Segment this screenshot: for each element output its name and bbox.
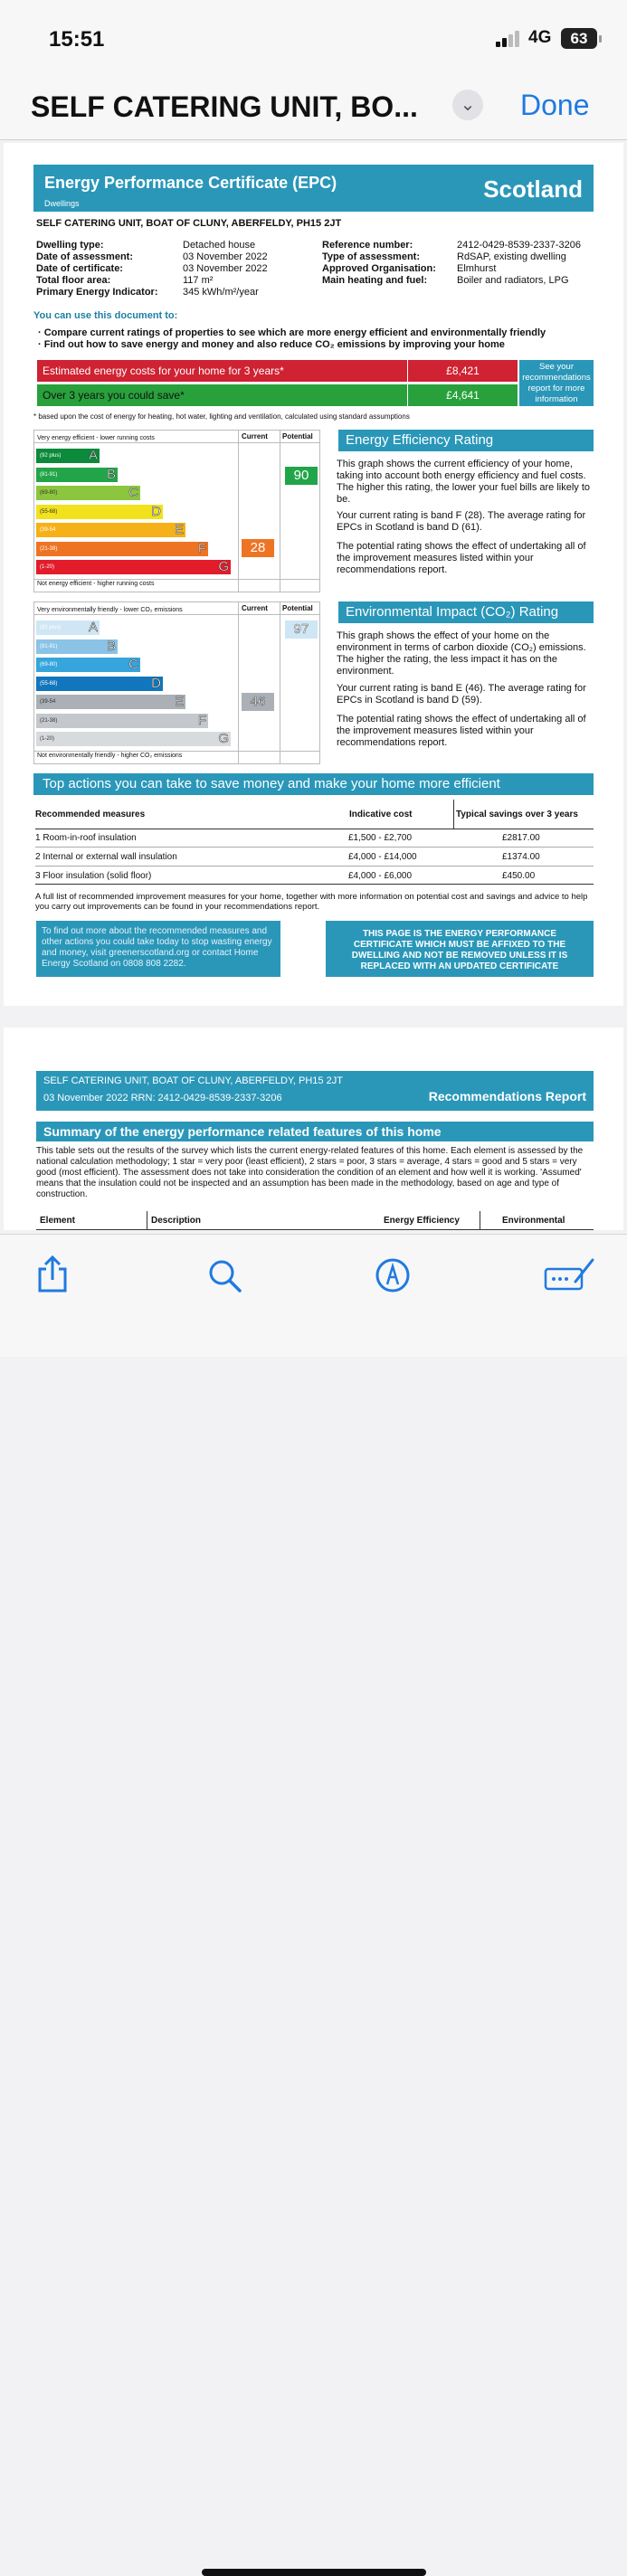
ei-band-c: (69-80) C [36,658,140,672]
ei-heading: Environmental Impact (CO₂) Rating [338,601,594,623]
ei-band-e: (39-54 E [36,695,185,709]
info-box: To find out more about the recommended measures and other actions you could take today to stop wasting energy and money, visit greenerscotland.org or contact Home Energy Scotland on 0808 808 2282. [36,921,280,977]
ei-paragraph-3: The potential rating shows the effect of undertaking all of the improvement measures listed within your recommendations report. [337,714,586,748]
summary-text: This table sets out the results of the survey which lists the current energy-related features of this home. Each element is assessed by the national calculation methodology; 1 star = very poor (least efficient), 2 stars = poor, 3 stars = average, 4 stars = good and 5 stars = very good (most efficient). The assessment does not take into consideration the condition of an element and how well it is working. 'Assumed' means that the insulation could not be inspected and an assumption has been made in the methodology, based on age and type of construction. [36,1146,584,1199]
details-right-values: 2412-0429-8539-2337-3206 RdSAP, existing dwelling Elmhurst Boiler and radiators, LPG [457,240,582,286]
home-indicator [202,2569,426,2576]
epc-subtitle: Dwellings [44,199,80,208]
ei-band-f: (21-38) F [36,714,208,728]
ei-band-d: (55-68) D [36,677,163,691]
ee-band-d: (55-68) D [36,505,163,519]
region-label: Scotland [483,175,583,203]
epc-page: Energy Performance Certificate (EPC) Dwellings Scotland SELF CATERING UNIT, BOAT OF CLUNY, ABERFELDY, PH15 2JT Dwelling type: Date of assessment: Date of certificate: Total floor area: Primary Energy Indicator: Detached house 03 November 2022 03 November 2022 117 m² 345 kWh/m²/year Reference number: Type of assessment: Approved Organisation: Main heating and fuel: 2412-0429-8539-2337-3206 RdSAP, existing dwelling Elmhurst Boiler and radiators, LPG You can use this document to: · Compare current ratings of properties to see which are more energy efficient and environmentally friendly · Find out how to save energy and money and also reduce CO₂ emissions by improving your home Estimated energy costs for your home for 3 years* £8,421 Over 3 years you could save* £4,641 See your recommendations report for more information * based upon the cost of energy for heating, hot water, lighting and ventilation, calculated using standard assumptions Current Potential Very energy efficient - lower running costs Not energy efficient - higher running costs (92 plus) A (81-91) B (69-80) C (55-68) D (39-54 E (21-38) F (1-20) G 90 28 Energy Efficiency Rating This graph shows the current efficiency of your home, taking into account both energy efficiency and fuel costs. The higher this rating, the lower your fuel bills are likely to be. Your current rating is band F (28). The average rating for EPCs in Scotland is band D (61). The potential rating shows the effect of undertaking all of the improvement measures listed within your recommendations report. Current Potential Very environmentally friendly - lower CO₂ emissions Not environmentally friendly - higher CO₂ emissions (92 plus) A (81-91) B (69-80) C (55-68) D (39-54 E (21-38) F (1-20) G 97 46 Environmental Impact (CO₂) Rating This graph shows the effect of your home on the environment in terms of carbon dioxide (CO₂) emissions. The higher the rating, the less impact it has on the environment. Your current rating is band E (46). The average rating for EPCs in Scotland is band D (59). The potential rating shows the effect of undertaking all of the improvement measures listed within your recommendations report. Top actions you can take to save money and make your home more efficient Recommended measures Indicative cost Typical savings over 3 years 1 Room-in-roof insulation £1,500 - £2,700 £2817.00 2 Internal or external wall insulation £4,000 - £14,000 £1374.00 3 Floor insulation (solid floor) £4,000 - £6,000 £450.00 A full list of recommended improvement measures for your home, together with more information on potential cost and savings and advice to help you carry out improvements can be found in your recommendations report. To find out more about the recommended measures and other actions you could take today to stop wasting energy and money, visit greenerscotland.org or contact Home Energy Scotland on 0808 808 2282. THIS PAGE IS THE ENERGY PERFORMANCE CERTIFICATE WHICH MUST BE AFFIXED TO THE DWELLING AND NOT BE REMOVED UNLESS IT IS REPLACED WITH AN UPDATED CERTIFICATE [4,143,623,1006]
report-header [36,1071,594,1111]
ee-paragraph-2: Your current rating is band F (28). The average rating for EPCs in Scotland is band D (61). [337,510,586,533]
ei-paragraph-2: Your current rating is band E (46). The average rating for EPCs in Scotland is band D (59). [337,683,586,706]
cost-footnote: * based upon the cost of energy for heating, hot water, lighting and ventilation, calculated using standard assumptions [33,412,410,421]
col-energy-efficiency: Energy Efficiency [384,1216,460,1226]
bottom-toolbar [0,1234,627,1357]
see-report-note: See your recommendations report for more information [519,360,594,406]
col-element: Element [40,1216,75,1226]
share-icon[interactable] [34,1255,71,1294]
status-bar [0,0,627,72]
ee-paragraph-3: The potential rating shows the effect of undertaking all of the improvement measures listed within your recommendations report. [337,541,586,575]
actions-note: A full list of recommended improvement measures for your home, together with more information on potential cost and savings and advice to help you carry out improvements can be found in your recommendations report. [35,892,588,912]
actions-heading: Top actions you can take to save money and make your home more efficient [33,773,594,795]
ei-potential-arrow: 97 [285,620,318,639]
save-label: Over 3 years you could save* [37,384,407,406]
col-description: Description [151,1216,202,1226]
chevron-down-icon[interactable]: ⌄ [452,90,483,120]
actions-col-cost: Indicative cost [349,810,413,819]
ee-band-g: (1-20) G [36,560,231,574]
ei-band-b: (81-91) B [36,639,118,654]
property-address: SELF CATERING UNIT, BOAT OF CLUNY, ABERFELDY, PH15 2JT [36,218,342,229]
cost-value: £8,421 [408,360,518,382]
ei-current-arrow: 46 [242,693,274,711]
done-button[interactable]: Done [520,89,590,121]
ee-band-f: (21-38) F [36,542,208,556]
epc-header [33,165,594,212]
ee-col-current: Current [242,432,268,440]
ee-heading: Energy Efficiency Rating [338,430,594,451]
keyboard-sign-icon[interactable] [543,1256,595,1293]
use-heading: You can use this document to: [33,310,178,321]
ee-band-b: (81-91) B [36,468,118,482]
ee-paragraph-1: This graph shows the current efficiency of your home, taking into account both energy efficiency and fuel costs. The higher this rating, the lower your fuel bills are likely to be. [337,459,591,505]
epc-title: Energy Performance Certificate (EPC) [44,174,337,192]
notice-box: THIS PAGE IS THE ENERGY PERFORMANCE CERTIFICATE WHICH MUST BE AFFIXED TO THE DWELLING AND NOT BE REMOVED UNLESS IT IS REPLACED WITH AN UPDATED CERTIFICATE [326,921,594,977]
markup-icon[interactable] [375,1257,411,1293]
details-left-labels: Dwelling type: Date of assessment: Date of certificate: Total floor area: Primary Energy Indicator: [36,240,158,298]
ee-band-c: (69-80) C [36,486,140,500]
ee-potential-arrow: 90 [285,467,318,485]
cost-label: Estimated energy costs for your home for 3 years* [37,360,407,382]
clock: 15:51 [49,27,105,52]
ei-col-current: Current [242,604,268,612]
ee-top-note: Very energy efficient - lower running costs [37,435,155,441]
signal-icon [496,31,523,47]
network-type: 4G [528,28,552,47]
summary-heading: Summary of the energy performance related features of this home [36,1122,594,1141]
battery-icon: 63 [561,28,597,49]
energy-efficiency-chart [33,430,320,592]
navigation-bar [0,72,627,140]
document-title: SELF CATERING UNIT, BO... [31,90,418,123]
ee-band-a: (92 plus) A [36,449,100,463]
ee-current-arrow: 28 [242,539,274,557]
report-rrn: 03 November 2022 RRN: 2412-0429-8539-2337-3206 [43,1093,282,1103]
ei-band-a: (92 plus) A [36,620,100,635]
ee-bottom-note: Not energy efficient - higher running costs [37,581,155,587]
search-icon[interactable] [207,1258,243,1294]
ei-col-potential: Potential [282,604,313,612]
col-environmental: Environmental [502,1216,565,1226]
use-bullets: · Compare current ratings of properties to see which are more energy efficient and environmentally friendly · Find out how to save energy and money and also reduce CO₂ emissions by improving your home [38,327,546,350]
report-address: SELF CATERING UNIT, BOAT OF CLUNY, ABERFELDY, PH15 2JT [43,1075,343,1086]
details-left-values: Detached house 03 November 2022 03 November 2022 117 m² 345 kWh/m²/year [183,240,268,298]
ei-paragraph-1: This graph shows the effect of your home on the environment in terms of carbon dioxide (CO₂) emissions. The higher the rating, the less impact it has on the environment. [337,630,586,677]
ee-band-e: (39-54 E [36,523,185,537]
actions-col-savings: Typical savings over 3 years [456,810,578,819]
ei-bottom-note: Not environmentally friendly - higher CO₂ emissions [37,753,183,759]
ei-top-note: Very environmentally friendly - lower CO₂ emissions [37,607,183,613]
ei-band-g: (1-20) G [36,732,231,746]
details-right-labels: Reference number: Type of assessment: Approved Organisation: Main heating and fuel: [322,240,436,286]
actions-col-measures: Recommended measures [35,810,146,819]
environmental-impact-chart [33,601,320,764]
save-value: £4,641 [408,384,518,406]
ee-col-potential: Potential [282,432,313,440]
recommendations-page [4,1028,623,1230]
report-title: Recommendations Report [428,1089,586,1103]
